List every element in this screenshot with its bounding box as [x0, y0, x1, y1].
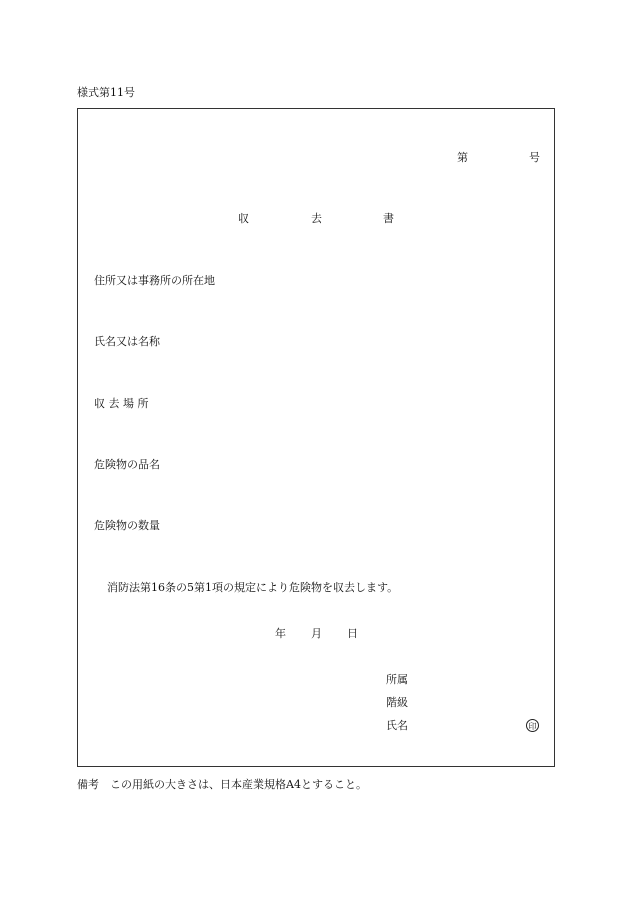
- statement-text: 消防法第16条の5第1項の規定により危険物を収去します。: [107, 581, 399, 594]
- header-go: 号: [529, 151, 540, 164]
- signature-rank-label: 階級: [386, 696, 408, 709]
- field-quantity-label: 危険物の数量: [94, 519, 160, 532]
- signature-name-label: 氏名: [386, 719, 408, 732]
- form-frame: [77, 108, 555, 767]
- field-item-name-label: 危険物の品名: [94, 458, 160, 471]
- date-year: 年: [275, 627, 286, 640]
- header-dai: 第: [457, 151, 468, 164]
- seal-mark: 印: [526, 719, 539, 732]
- title-char-1: 収: [238, 212, 249, 225]
- field-address-label: 住所又は事務所の所在地: [94, 274, 215, 287]
- field-location-label: 収 去 場 所: [94, 397, 149, 410]
- note-text: 備考 この用紙の大きさは、日本産業規格A4とすること。: [77, 778, 367, 791]
- field-name-label: 氏名又は名称: [94, 335, 160, 348]
- title-char-2: 去: [311, 212, 322, 225]
- title-char-3: 書: [383, 212, 394, 225]
- date-month: 月: [311, 627, 322, 640]
- signature-affiliation-label: 所属: [386, 673, 408, 686]
- form-number: 様式第11号: [77, 86, 135, 99]
- date-day: 日: [347, 627, 358, 640]
